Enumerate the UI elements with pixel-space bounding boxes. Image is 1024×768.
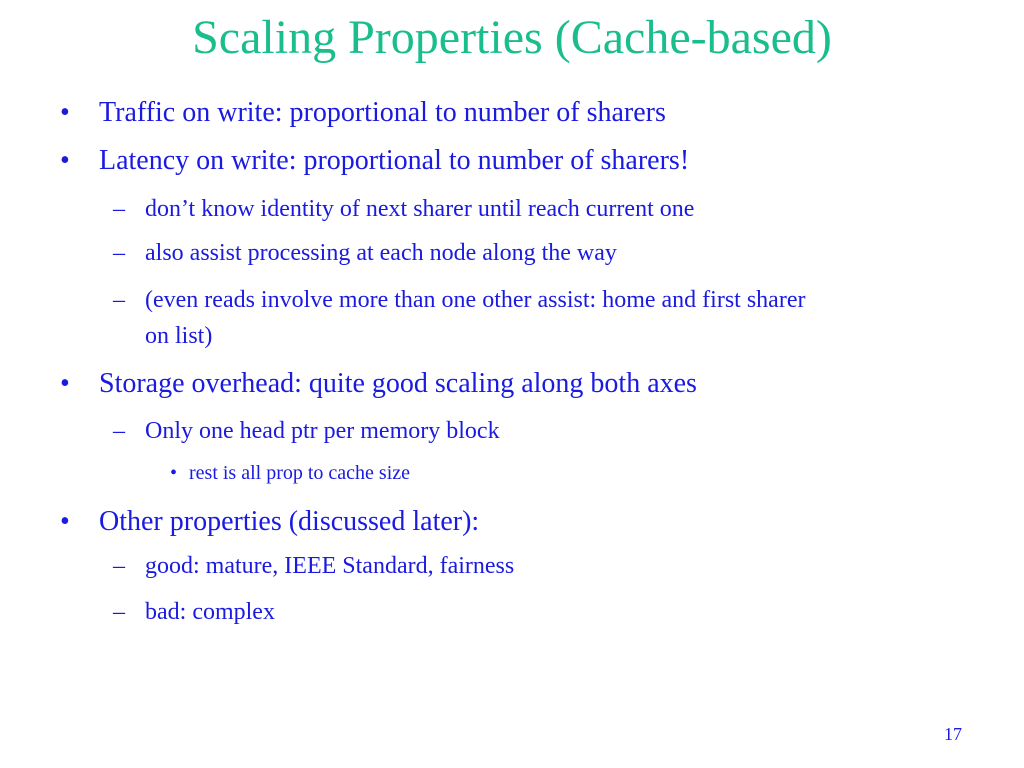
sub-item: don’t know identity of next sharer until reach current one xyxy=(145,196,695,222)
page-number: 17 xyxy=(944,724,962,744)
bullet-item: Latency on write: proportional to number of sharers! xyxy=(99,145,690,176)
sub-item: good: mature, IEEE Standard, fairness xyxy=(145,553,515,579)
slide-title: Scaling Properties (Cache-based) xyxy=(192,11,832,64)
sub-item: Only one head ptr per memory block xyxy=(145,418,500,444)
bullet-icon: • xyxy=(60,145,70,176)
bullet-item: Storage overhead: quite good scaling along both axes xyxy=(99,368,697,399)
dash-icon: – xyxy=(113,196,125,222)
sub-item-continuation: on list) xyxy=(145,323,213,349)
bullet-item: Traffic on write: proportional to number of sharers xyxy=(99,97,666,128)
dash-icon: – xyxy=(113,418,125,444)
bullet-item: Other properties (discussed later): xyxy=(99,506,480,537)
sub-item: bad: complex xyxy=(145,599,275,625)
small-bullet-icon: • xyxy=(170,462,178,484)
bullet-icon: • xyxy=(60,97,70,128)
sub-item: (even reads involve more than one other assist: home and first sharer xyxy=(145,287,806,313)
sub-sub-item: rest is all prop to cache size xyxy=(189,462,411,484)
bullet-icon: • xyxy=(60,506,70,537)
sub-item: also assist processing at each node along the way xyxy=(145,240,617,266)
dash-icon: – xyxy=(113,287,125,313)
dash-icon: – xyxy=(113,240,125,266)
bullet-icon: • xyxy=(60,368,70,399)
dash-icon: – xyxy=(113,553,125,579)
dash-icon: – xyxy=(113,599,125,625)
